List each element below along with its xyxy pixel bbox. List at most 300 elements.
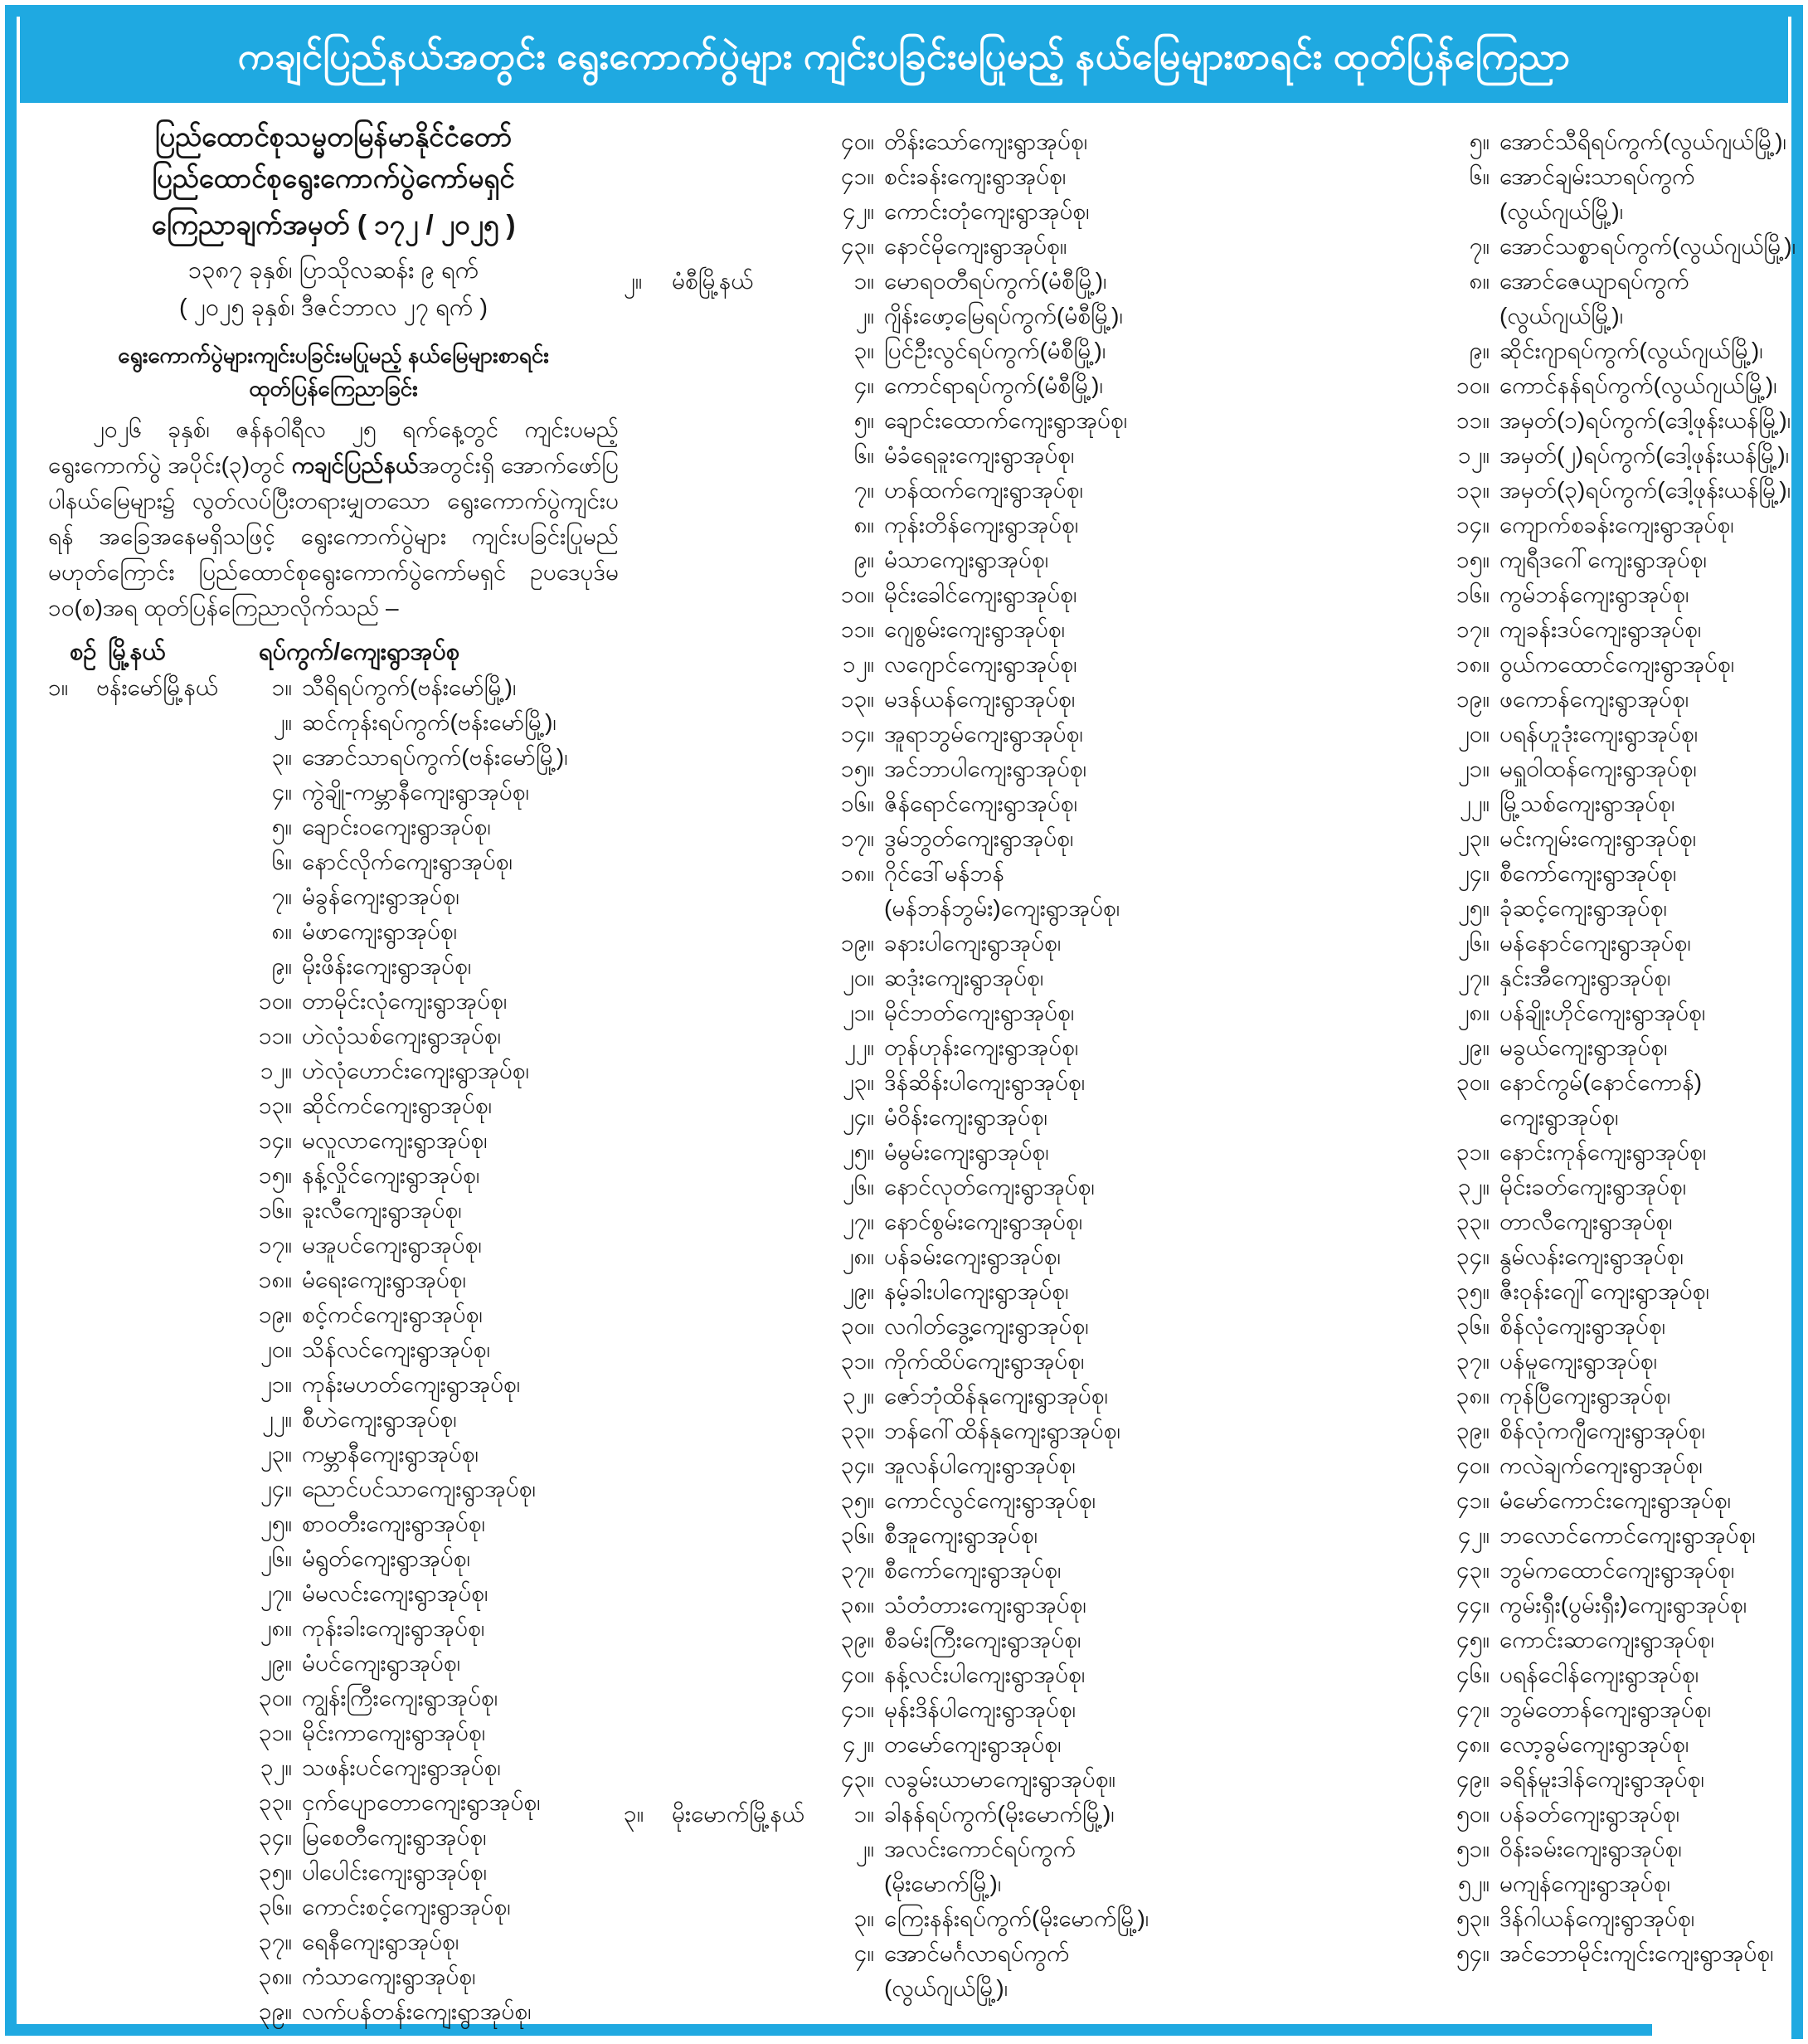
ward-name: ဂိုင်ဒေါ်မန်ဘန်: [884, 860, 1004, 886]
ward-name: လော့ခွမ်ကျေးရွာအုပ်စု၊: [1499, 1731, 1689, 1757]
ward-serial-number: ၃၈။: [1456, 1383, 1490, 1409]
ward-serial-number: ၁၆။: [1456, 582, 1490, 607]
ward-list-row: [624, 1797, 1209, 1832]
ward-name: အောင်သာရပ်ကွက်(ဗန်းမော်မြို့)၊: [302, 744, 568, 770]
ward-list-row: [48, 1088, 619, 1123]
ward-serial-number: ၇။: [853, 477, 874, 503]
ward-list-row: [1410, 1135, 1803, 1170]
ward-serial-number: ၄၁။: [1456, 1487, 1490, 1513]
ward-list-row: [48, 1959, 619, 1994]
ward-list-row: [624, 1448, 1209, 1483]
ward-serial-number: ၄၅။: [1456, 1627, 1490, 1652]
ward-list-row: [624, 647, 1209, 682]
ward-serial-number: ၂၇။: [843, 1209, 874, 1234]
ward-list-row: [624, 717, 1209, 752]
ward-serial-number: ၂၄။: [1458, 860, 1490, 886]
ward-serial-number: ၂၅။: [260, 1511, 292, 1536]
ward-name: ချောင်းထောက်ကျေးရွာအုပ်စု၊: [884, 407, 1128, 433]
ward-name: ကလဲချက်ကျေးရွာအုပ်စု၊: [1499, 1453, 1703, 1478]
ward-name: ပန်ချိုးဟိုင်ကျေးရွာအုပ်စု၊: [1499, 1000, 1706, 1025]
ward-list-row: [1410, 1309, 1803, 1344]
ward-name: ဇော်ဘုံထိန်နုကျေးရွာအုပ်စု၊: [884, 1383, 1108, 1409]
ward-serial-number: ၂၁။: [1458, 756, 1490, 781]
ward-name: စိန်လုံကျေးရွာအုပ်စု၊: [1499, 1313, 1666, 1339]
ward-serial-number: ၃၄။: [259, 1824, 292, 1850]
ward-serial-number: ၂၄။: [843, 1104, 874, 1130]
ward-list-row: [1410, 1727, 1803, 1762]
ward-list-row: [1410, 1623, 1803, 1657]
ward-serial-number: ၃၀။: [259, 1685, 292, 1711]
ward-name: ပရန်ဟူဒုံးကျေးရွာအုပ်စု၊: [1499, 721, 1699, 747]
ward-serial-number: ၃၉။: [1456, 1418, 1490, 1443]
ward-name: ကွမ်းရှီး(ပွမ်းရှီး)ကျေးရွာအုပ်စု၊: [1499, 1592, 1747, 1618]
ward-serial-number: ၁။: [271, 674, 292, 700]
ward-list-row: [1410, 124, 1803, 159]
ward-name: နှင်းအီကျေးရွာအုပ်စု၊: [1499, 965, 1671, 990]
ward-serial-number: ၅၁။: [1456, 1836, 1490, 1862]
ward-name: ကုန်းမဟတ်ကျေးရွာအုပ်စု၊: [302, 1371, 521, 1397]
ward-serial-number: ၃၂။: [260, 1754, 292, 1780]
ward-name: နောင်လိုက်ကျေးရွာအုပ်စု၊: [302, 849, 513, 874]
ward-name: ပရန်ငေါန်ကျေးရွာအုပ်စု၊: [1499, 1662, 1699, 1687]
notice-number: ကြေညာချက်အမှတ် ( ၁၇၂ / ၂၀၂၅ ): [151, 209, 516, 240]
ward-list-row: [624, 1518, 1209, 1553]
ward-name: မရှူဝါထန်ကျေးရွာအုပ်စု၊: [1499, 756, 1697, 781]
ward-serial-number: ၁၅။: [841, 756, 874, 781]
ward-list-row: [48, 775, 619, 810]
ward-name: အမှတ်(၃)ရပ်ကွက်(ဒေါ့ဖုန်းယန်မြို့)၊: [1499, 477, 1791, 503]
ward-name: ကွဲချို-ကမ္ဘာနီကျေးရွာအုပ်စု၊: [302, 779, 529, 805]
ward-list-row: [624, 1344, 1209, 1379]
ward-name: စင်းခန်းကျေးရွာအုပ်စု၊: [884, 163, 1067, 189]
ward-serial-number: ၃၄။: [841, 1453, 874, 1478]
ward-list-row: [1410, 1274, 1803, 1309]
ward-name: စီကော်ကျေးရွာအုပ်စု၊: [884, 1557, 1062, 1583]
ward-serial-number: ၃၁။: [841, 1348, 874, 1374]
ward-serial-number: ၃၇။: [841, 1557, 874, 1583]
ward-name: မံခံရေခူးကျေးရွာအုပ်စု၊: [884, 442, 1075, 468]
column-right: [1410, 124, 1803, 1971]
ward-serial-number: ၃၂။: [843, 1383, 874, 1409]
ward-name: ဆင်ကုန်းရပ်ကွက်(ဗန်းမော်မြို့)၊: [302, 709, 556, 735]
ward-list-row: [48, 1228, 619, 1263]
ward-name: ဘွမ်တောန်ကျေးရွာအုပ်စု၊: [1499, 1696, 1712, 1722]
ward-list-row: [48, 1437, 619, 1472]
ward-list-row: [48, 1019, 619, 1054]
ward-name: ဇိန်ရောင်ကျေးရွာအုပ်စု၊: [884, 791, 1078, 816]
ward-list-row: [624, 508, 1209, 543]
ward-list-column-2: [624, 124, 1209, 2006]
ward-serial-number: ၅။: [1469, 129, 1490, 154]
ward-name: ဝွယ်ကထောင်ကျေးရွာအုပ်စု၊: [1499, 651, 1735, 677]
ward-name: ဘွမ်ကထောင်ကျေးရွာအုပ်စု၊: [1499, 1557, 1735, 1583]
ward-list-row: [624, 1553, 1209, 1588]
ward-list-row: [624, 891, 1209, 926]
ward-list-row: [1410, 1483, 1803, 1518]
ward-name: ခုံဆင့်ကျေးရွာအုပ်စု၊: [1499, 895, 1667, 921]
ward-list-row: [624, 612, 1209, 647]
ward-serial-number: ၅၀။: [1456, 1801, 1490, 1827]
ward-list-row: [624, 577, 1209, 612]
ward-name: မံမလင်းကျေးရွာအုပ်စု၊: [302, 1580, 488, 1606]
ward-list-row: [624, 1623, 1209, 1657]
ward-serial-number: ၂၂။: [1460, 791, 1490, 816]
ward-list-row: [624, 1762, 1209, 1797]
ward-list-row: [48, 1890, 619, 1925]
ward-serial-number: ၄။: [853, 1940, 874, 1966]
ward-list-row: [624, 1100, 1209, 1135]
ward-list-row: [1410, 1762, 1803, 1797]
township-cell: [624, 1797, 821, 1832]
ward-serial-number: ၂၅။: [1458, 895, 1490, 921]
ward-serial-number: ၄။: [271, 779, 292, 805]
ward-serial-number: ၃၃။: [1456, 1209, 1490, 1234]
ward-name: နမ့်ခါးပါကျေးရွာအုပ်စု၊: [884, 1278, 1069, 1304]
ward-serial-number: ၄၃။: [841, 1766, 874, 1792]
ward-name: ဘန်ဂေါ်ထိန်နုကျေးရွာအုပ်စု၊: [884, 1418, 1120, 1443]
ward-list-row: [48, 670, 619, 705]
ward-serial-number: ၂၄။: [260, 1476, 292, 1501]
ward-list-row: [624, 682, 1209, 717]
ward-serial-number: ၇။: [1469, 233, 1490, 259]
ward-list-row: [624, 1971, 1209, 2006]
ward-list-row: [48, 1158, 619, 1193]
ward-list-row: [1410, 1204, 1803, 1239]
ward-list-row: [1410, 647, 1803, 682]
ward-name: တုန်ဟုန်းကျေးရွာအုပ်စု၊: [884, 1034, 1079, 1060]
headline-text: ကချင်ပြည်နယ်အတွင်း ရွေးကောက်ပွဲများ ကျင်းပခြင်းမပြုမည့် နယ်မြေများစာရင်း ထုတ်ပြန်ကြေညာ: [237, 35, 1571, 77]
ward-serial-number: ၃၅။: [259, 1859, 292, 1885]
ward-name: ပြင်ဦးလွင်ရပ်ကွက်(မံစီမြို့)၊: [884, 338, 1106, 363]
paragraph-text-after: အတွင်းရှိ အောက်ဖော်ပြပါနယ်မြေများ၌ လွတ်လပ်ပြီးတရားမျှတသော ရွေးကောက်ပွဲကျင်းပရန် အခြေအနေမရှိသဖြင့် ရွေးကောက်ပွဲများ ကျင်းပခြင်းပြုမည် မဟုတ်ကြောင်း ပြည်ထောင်စုရွေးကောက်ပွဲကော်မရှင် ဥပဒေပုဒ်မ ၁၀(စ)အရ ထုတ်ပြန်ကြေညာလိုက်သည် –: [48, 452, 620, 620]
ward-name: ကိုက်ထိပ်ကျေးရွာအုပ်စု၊: [884, 1348, 1085, 1374]
ward-serial-number: ၂၉။: [260, 1650, 292, 1676]
ward-serial-number: ၂၁။: [260, 1371, 292, 1397]
ward-name: ပန်မူကျေးရွာအုပ်စု၊: [1499, 1348, 1658, 1374]
ward-serial-number: ၄၀။: [1456, 1453, 1490, 1478]
ward-name-continued: ကျေးရွာအုပ်စု၊: [1499, 1104, 1619, 1130]
ward-list-row: [1410, 1065, 1803, 1100]
ward-serial-number: ၂၁။: [843, 1000, 874, 1025]
ward-name: အောင်ဇေယျာရပ်ကွက်: [1499, 268, 1689, 294]
ward-name: သံတံတားကျေးရွာအုပ်စု၊: [884, 1592, 1086, 1618]
ward-serial-number: ၄၀။: [841, 129, 874, 154]
ward-list-row: [624, 194, 1209, 229]
ward-list-row: [1410, 1448, 1803, 1483]
ward-name: ကျောက်စခန်းကျေးရွာအုပ်စု၊: [1499, 512, 1734, 538]
ward-name: ကျရီဒဂေါ်ကျေးရွာအုပ်စု၊: [1499, 547, 1707, 572]
township-number: ၁။: [48, 674, 69, 700]
ward-name: အလင်းကောင်ရပ်ကွက်: [884, 1836, 1077, 1862]
ward-list-row: [48, 844, 619, 879]
ward-name: မံရေးကျေးရွာအုပ်စု၊: [302, 1267, 466, 1292]
ward-serial-number: ၅၃။: [1456, 1905, 1490, 1931]
ward-name: ပန်ခမ်းကျေးရွာအုပ်စု၊: [884, 1243, 1061, 1269]
ward-list-row: [48, 1785, 619, 1820]
ward-serial-number: ၄၈။: [1456, 1731, 1490, 1757]
column-middle: [624, 124, 1209, 2006]
ward-name: ကုန်ပြီကျေးရွာအုပ်စု၊: [1499, 1383, 1671, 1409]
ward-name: မံဝိန်းကျေးရွာအုပ်စု၊: [884, 1104, 1047, 1130]
ward-name: မြို့သစ်ကျေးရွာအုပ်စု၊: [1499, 791, 1675, 816]
ward-serial-number: ၄၁။: [841, 1696, 874, 1722]
ward-name: ဂျိန်းဖော့မြေရပ်ကွက်(မံစီမြို့)၊: [884, 303, 1123, 328]
ward-name: သိန်လင်ကျေးရွာအုပ်စု၊: [302, 1336, 490, 1362]
ward-serial-number: ၁၃။: [841, 686, 874, 712]
ward-name: မံရွတ်ကျေးရွာအုပ်စု၊: [302, 1545, 470, 1571]
ward-list-row: [1410, 1344, 1803, 1379]
ward-serial-number: ၁၂။: [260, 1058, 292, 1083]
ward-list-row: [624, 995, 1209, 1030]
ward-list-row: [1410, 821, 1803, 856]
ward-list-row: [624, 961, 1209, 995]
ward-serial-number: ၂၇။: [1458, 965, 1490, 990]
ward-serial-number: ၂၇။: [260, 1580, 292, 1606]
ward-serial-number: ၃။: [853, 1905, 874, 1931]
ward-serial-number: ၄၄။: [1456, 1592, 1490, 1618]
ward-list-row: [1410, 1901, 1803, 1936]
ward-name: နောင်စွမ်းကျေးရွာအုပ်စု၊: [884, 1209, 1083, 1234]
ward-serial-number: ၂၉။: [843, 1278, 874, 1304]
ward-list-row: [624, 1379, 1209, 1414]
ward-list-row: [48, 1367, 619, 1402]
ward-name: မကျန်ကျေးရွာအုပ်စု၊: [1499, 1871, 1670, 1896]
ward-list-row: [624, 1866, 1209, 1901]
township-name: မံစီမြို့နယ်: [672, 268, 754, 294]
ward-name: ဒိန်ဂါယန်ကျေးရွာအုပ်စု၊: [1499, 1905, 1695, 1931]
ward-list-row: [48, 1297, 619, 1332]
column-left: [48, 116, 619, 2029]
ward-serial-number: ၁၁။: [841, 616, 874, 642]
ward-name: စာဝတီးကျေးရွာအုပ်စု၊: [302, 1511, 485, 1536]
ward-name: ကျခန်းဒပ်ကျေးရွာအုပ်စု၊: [1499, 616, 1702, 642]
ward-name: ကမ္ဘာနီကျေးရွာအုပ်စု၊: [302, 1441, 479, 1467]
township-number: ၃။: [624, 1801, 644, 1827]
ward-list-row: [48, 1402, 619, 1437]
ward-serial-number: ၆။: [271, 849, 292, 874]
ward-serial-number: ၄၀။: [841, 1662, 874, 1687]
ward-list-row: [48, 949, 619, 984]
ward-list-row: [1410, 752, 1803, 786]
ward-list-row: [48, 914, 619, 949]
ward-name-continued: (လွယ်ဂျယ်မြို့)၊: [1499, 303, 1624, 328]
ward-serial-number: ၃၅။: [1456, 1278, 1490, 1304]
ward-name: ရေနီကျေးရွာအုပ်စု၊: [302, 1929, 459, 1954]
ward-serial-number: ၂။: [855, 303, 874, 328]
ward-serial-number: ၁၅။: [259, 1162, 292, 1188]
ward-list-row: [48, 1855, 619, 1890]
ward-serial-number: ၂၀။: [843, 965, 874, 990]
ward-serial-number: ၂၃။: [843, 1069, 874, 1095]
ward-serial-number: ၄၂။: [843, 198, 874, 224]
ward-name: ညောင်ပင်သာကျေးရွာအုပ်စု၊: [302, 1476, 536, 1501]
ward-list-row: [1410, 995, 1803, 1030]
ward-name: ကောင်လွင်ကျေးရွာအုပ်စု၊: [884, 1487, 1096, 1513]
ward-name: တာလီကျေးရွာအုပ်စု၊: [1499, 1209, 1673, 1234]
ward-list-row: [1410, 543, 1803, 577]
ward-list-row: [48, 1263, 619, 1297]
ward-serial-number: ၁၈။: [840, 860, 874, 886]
ward-list-row: [1410, 1657, 1803, 1692]
ward-list-row: [48, 1123, 619, 1158]
ward-list-row: [1410, 159, 1803, 194]
ward-name: စင့်ကင်ကျေးရွာအုပ်စု၊: [302, 1302, 483, 1327]
ward-serial-number: ၃၇။: [1456, 1348, 1490, 1374]
ward-name: တာမိုင်းလုံကျေးရွာအုပ်စု၊: [302, 988, 508, 1014]
ward-list-row: [1410, 856, 1803, 891]
body-paragraph: [48, 411, 619, 625]
ward-serial-number: ၁၈။: [258, 1267, 292, 1292]
township-name: မိုးမောက်မြို့နယ်: [672, 1801, 804, 1827]
ward-list-row: [1410, 577, 1803, 612]
ward-list-row: [624, 543, 1209, 577]
ward-serial-number: ၃၈။: [840, 1592, 874, 1618]
ward-serial-number: ၃၇။: [259, 1929, 292, 1954]
ward-serial-number: ၄၁။: [841, 163, 874, 189]
column-header-serial: စဉ်: [70, 639, 97, 665]
ward-list-row: [624, 473, 1209, 508]
ward-serial-number: ၂၉။: [1458, 1034, 1490, 1060]
ward-list-row: [48, 1541, 619, 1576]
ward-name: အမှတ်(၂)ရပ်ကွက်(ဒေါ့ဖုန်းယန်မြို့)၊: [1499, 442, 1790, 468]
commission-name-line: ပြည်ထောင်စုရွေးကောက်ပွဲကော်မရှင်: [152, 163, 515, 193]
ward-name: မအူပင်ကျေးရွာအုပ်စု၊: [302, 1232, 482, 1258]
ward-list-row: [1410, 1239, 1803, 1274]
ward-name: နောင်းကုန်ကျေးရွာအုပ်စု၊: [1499, 1139, 1707, 1165]
ward-name: နောင်မိုကျေးရွာအုပ်စု။: [884, 233, 1067, 259]
ward-serial-number: ၂၅။: [843, 1139, 874, 1165]
ward-serial-number: ၃၀။: [1456, 1069, 1490, 1095]
ward-name: နန့်လှိုင်ကျေးရွာအုပ်စု၊: [302, 1162, 480, 1188]
ward-name: မံပင်ကျေးရွာအုပ်စု၊: [302, 1650, 461, 1676]
ward-name: ခါနန်ရပ်ကွက်(မိုးမောက်မြို့)၊: [884, 1801, 1115, 1827]
ward-name: ဘလောင်ကောင်ကျေးရွာအုပ်စု၊: [1499, 1522, 1756, 1548]
ward-list-row: [48, 1646, 619, 1681]
ward-list-row: [1410, 333, 1803, 368]
ward-list-row: [624, 403, 1209, 438]
ward-name: လဂါတ်ဒွေ့ကျေးရွာအုပ်စု၊: [884, 1313, 1089, 1339]
ward-list-row: [48, 705, 619, 740]
ward-serial-number: ၁၉။: [1456, 686, 1490, 712]
ward-serial-number: ၉။: [853, 547, 874, 572]
ward-name: မလူလာကျေးရွာအုပ်စု၊: [302, 1127, 488, 1153]
ward-list-row: [624, 124, 1209, 159]
ward-list-row: [1410, 1692, 1803, 1727]
ward-serial-number: ၁၂။: [1458, 442, 1490, 468]
ward-name-continued: (လွယ်ဂျယ်မြို့)၊: [1499, 198, 1624, 224]
ward-serial-number: ၄၆။: [1456, 1662, 1490, 1687]
ward-list-row: [1410, 1100, 1803, 1135]
ward-name: နန့်လင်းပါကျေးရွာအုပ်စု၊: [884, 1662, 1086, 1687]
ward-list-row: [624, 856, 1209, 891]
ward-name: ခနားပါကျေးရွာအုပ်စု၊: [884, 930, 1062, 956]
ward-serial-number: ၃၃။: [841, 1418, 874, 1443]
ward-name: မြစေတီကျေးရွာအုပ်စု၊: [302, 1824, 487, 1850]
ward-name: ဇီးဝုန်းဂျေါ်ကျေးရွာအုပ်စု၊: [1499, 1278, 1709, 1304]
ward-name: ငှက်ပျောတောကျေးရွာအုပ်စု၊: [302, 1789, 541, 1815]
ward-serial-number: ၈။: [271, 918, 292, 944]
ward-serial-number: ၂၈။: [1457, 1000, 1490, 1025]
ward-name: အောင်ချမ်းသာရပ်ကွက်: [1499, 163, 1695, 189]
ward-list-row: [1410, 229, 1803, 264]
ward-name: စီအူကျေးရွာအုပ်စု၊: [884, 1522, 1038, 1548]
ward-list-row: [624, 752, 1209, 786]
ward-list-row: [624, 333, 1209, 368]
ward-list-row: [1410, 926, 1803, 961]
ward-name: မိုးဖိန်းကျေးရွာအုပ်စု၊: [302, 953, 472, 979]
ward-serial-number: ၁၉။: [841, 930, 874, 956]
ward-list-row: [1410, 891, 1803, 926]
ward-name: ပါပေါင်းကျေးရွာအုပ်စု၊: [302, 1859, 488, 1885]
ward-serial-number: ၁။: [853, 268, 874, 294]
ward-name: မိုင်းကာကျေးရွာအုပ်စု၊: [302, 1720, 486, 1745]
ward-name: ဟဲလုံသစ်ကျေးရွာအုပ်စု၊: [302, 1023, 502, 1049]
ward-name: နွမ်လန်းကျေးရွာအုပ်စု၊: [1499, 1243, 1684, 1269]
ward-name: မဒန်ယန်ကျေးရွာအုပ်စု၊: [884, 686, 1076, 712]
ward-serial-number: ၄၂။: [1458, 1522, 1490, 1548]
ward-list-row: [624, 1239, 1209, 1274]
ward-serial-number: ၃၃။: [259, 1789, 292, 1815]
ward-list-row: [624, 1936, 1209, 1971]
ward-serial-number: ၃၁။: [259, 1720, 292, 1745]
ward-name: သီရိရပ်ကွက်(ဗန်းမော်မြို့)၊: [302, 674, 517, 700]
ward-name: ကံသာကျေးရွာအုပ်စု၊: [302, 1964, 476, 1989]
ward-list-row: [48, 984, 619, 1019]
table-header-row: [48, 634, 619, 670]
ward-list-row: [1410, 1588, 1803, 1623]
ward-list-row: [1410, 438, 1803, 473]
ward-serial-number: ၈။: [853, 512, 874, 538]
date-gregorian-calendar: ( ၂၀၂၅ ခုနှစ်၊ ဒီဇင်ဘာလ ၂၇ ရက် ): [178, 294, 488, 321]
ward-serial-number: ၃၂။: [1458, 1174, 1490, 1200]
ward-serial-number: ၁၁။: [1456, 407, 1490, 433]
ward-name: မံမွမ်းကျေးရွာအုပ်စု၊: [884, 1139, 1049, 1165]
ward-serial-number: ၃၆။: [259, 1894, 292, 1920]
ward-serial-number: ၃၈။: [258, 1964, 292, 1989]
ward-serial-number: ၃၉။: [841, 1627, 874, 1652]
date-myanmar-calendar: ၁၃၈၇ ခုနှစ်၊ ပြာသိုလဆန်း ၉ ရက်: [187, 257, 479, 284]
ward-name: မံခွန်ကျေးရွာအုပ်စု၊: [302, 883, 459, 909]
ward-list-row: [48, 1506, 619, 1541]
ward-name: မိုင်းခတ်ကျေးရွာအုပ်စု၊: [1499, 1174, 1687, 1200]
ward-list-row: [1410, 1936, 1803, 1971]
ward-list-row: [624, 1274, 1209, 1309]
ward-name: နောင်လုတ်ကျေးရွာအုပ်စု၊: [884, 1174, 1095, 1200]
ward-list-row: [48, 1193, 619, 1228]
ward-serial-number: ၁၉။: [259, 1302, 292, 1327]
subject-line: ရွေးကောက်ပွဲများကျင်းပခြင်းမပြုမည့် နယ်မြေများစာရင်း ထုတ်ပြန်ကြေညာခြင်း: [118, 343, 549, 401]
ward-serial-number: ၁။: [853, 1801, 874, 1827]
ward-list-row: [48, 1681, 619, 1716]
ward-serial-number: ၁၈။: [1456, 651, 1490, 677]
ward-name: ဆိုင်ကင်ကျေးရွာအုပ်စု၊: [302, 1093, 493, 1118]
ward-list-row: [48, 1994, 619, 2029]
ward-list-column-3: [1410, 124, 1803, 1971]
ward-name: နောင်ကွမ်(နောင်ကောန်): [1499, 1069, 1703, 1095]
ward-serial-number: ၅၄။: [1456, 1940, 1490, 1966]
ward-list-row: [1410, 786, 1803, 821]
ward-list-row: [624, 159, 1209, 194]
ward-list-row: [48, 810, 619, 844]
table-header-left: [48, 634, 259, 670]
ward-name: ချောင်းဝကျေးရွာအုပ်စု၊: [302, 814, 491, 840]
ward-name: စီဟဲကျေးရွာအုပ်စု၊: [302, 1406, 457, 1432]
ward-serial-number: ၆။: [1469, 163, 1490, 189]
ward-serial-number: ၁၃။: [259, 1093, 292, 1118]
ward-name: ဟဲလုံဟောင်းကျေးရွာအုပ်စု၊: [302, 1058, 529, 1083]
ward-name: ကောင်ရာရပ်ကွက်(မံစီမြို့)၊: [884, 372, 1103, 398]
ward-list-row: [1410, 299, 1803, 333]
